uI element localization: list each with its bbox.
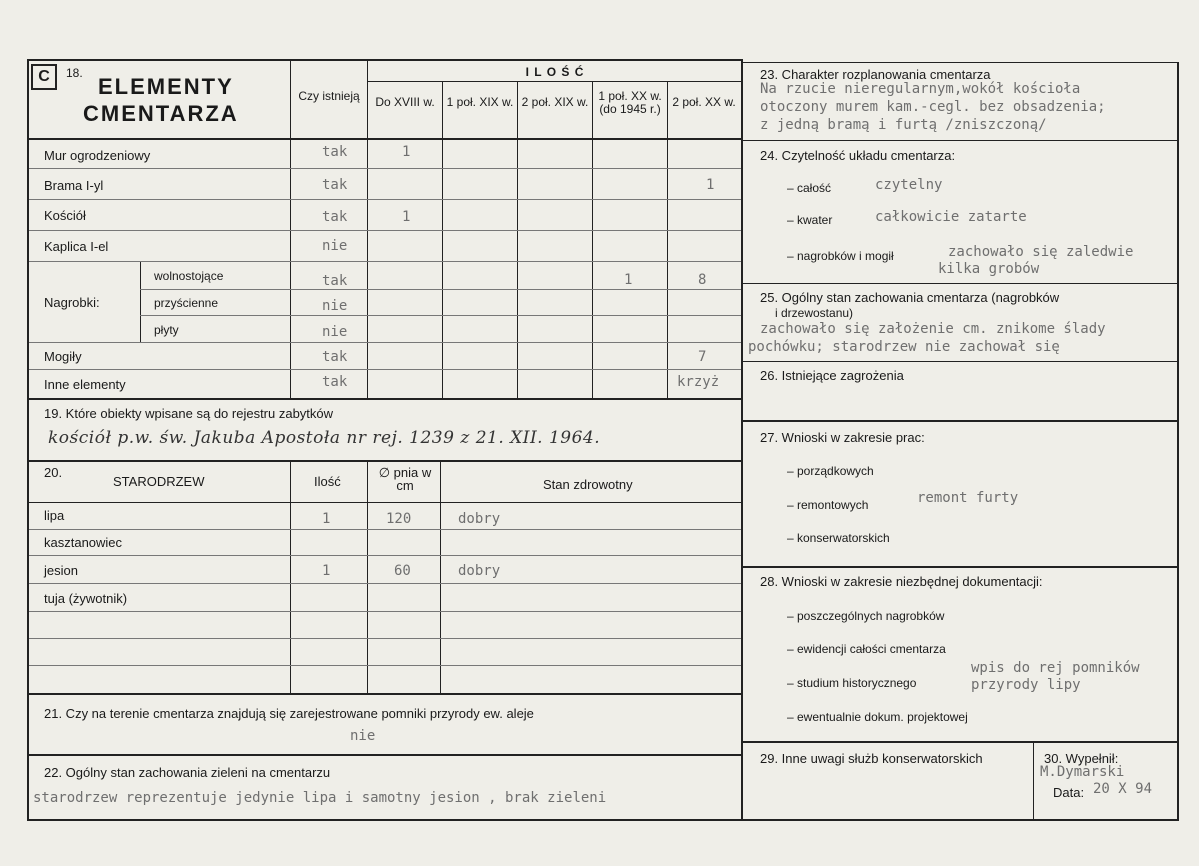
period-header: 2 poł. XIX w. [521, 95, 589, 109]
tree-health: dobry [458, 563, 501, 579]
tree-health: dobry [458, 511, 501, 527]
tree-species: jesion [44, 563, 78, 578]
s26-label: 26. Istniejące zagrożenia [760, 368, 904, 383]
row-label: Mogiły [44, 349, 82, 364]
grid-line [29, 583, 741, 584]
grid-line [29, 369, 741, 370]
quantity-value: 8 [698, 272, 707, 288]
tree-species: lipa [44, 508, 65, 523]
period-header: 1 poł. XX w. (do 1945 r.) [598, 89, 662, 116]
s20-col-qty: Ilość [314, 474, 341, 489]
grid-line [29, 611, 741, 612]
s21-label: 21. Czy na terenie cmentarza znajdują się zarejestrowane pomniki przyrody ew. aleje [44, 706, 534, 721]
s20-number: 20. [44, 465, 63, 480]
s27-label: 27. Wnioski w zakresie prac: [760, 430, 925, 445]
exists-value: tak [322, 349, 348, 365]
s25-value: pochówku; starodrzew nie zachował się [748, 339, 1060, 355]
s24-graves-value: kilka grobów [938, 261, 1040, 277]
grid-line [743, 420, 1179, 422]
frame-line [1177, 62, 1179, 821]
s27-cleanup: – porządkowych [787, 464, 874, 478]
frame-line [27, 59, 743, 61]
row-label: Brama I-yl [44, 178, 104, 193]
exists-value: nie [322, 238, 348, 254]
s25-label: i drzewostanu) [775, 306, 854, 320]
grid-line [517, 81, 518, 398]
grid-line [29, 199, 741, 200]
s22-value: starodrzew reprezentuje jedynie lipa i samotny jesion , brak zieleni [33, 790, 607, 806]
grid-line [367, 462, 368, 694]
exists-value: tak [322, 177, 348, 193]
row-label: płyty [154, 323, 179, 337]
period-header: 1 poł. XIX w. [446, 95, 514, 109]
exists-value: tak [322, 374, 348, 390]
s30-date: 20 X 94 [1093, 781, 1153, 797]
s28-item: – ewentualnie dokum. projektowej [787, 710, 968, 724]
grid-line [29, 230, 741, 231]
col-quantity-header: I L O Ś Ć [525, 65, 585, 79]
exists-value: nie [322, 298, 348, 314]
grid-line [29, 529, 741, 530]
tree-species: tuja (żywotnik) [44, 591, 128, 606]
tree-species: kasztanowiec [44, 535, 123, 550]
tree-diam: 60 [394, 563, 411, 579]
s28-item: – studium historycznego [787, 676, 917, 690]
grid-line [29, 754, 741, 756]
grid-line [743, 283, 1179, 284]
grid-line [29, 502, 741, 503]
exists-value: tak [322, 273, 348, 289]
grid-line [1033, 743, 1034, 820]
grid-line [442, 81, 443, 398]
s30-name: M.Dymarski [1040, 764, 1125, 780]
title-line2: CMENTARZA [83, 101, 239, 126]
s24-label: 24. Czytelność układu cmentarza: [760, 148, 956, 163]
s24-graves-value: zachowało się zaledwie [948, 244, 1134, 260]
s27-repair: – remontowych [787, 498, 869, 512]
s24-quarters-value: całkowicie zatarte [875, 209, 1027, 225]
frame-line [741, 59, 743, 821]
s30-label: 30. Wypełnił: [1044, 751, 1119, 766]
grid-line [743, 566, 1179, 568]
row-label: wolnostojące [154, 269, 224, 283]
s20-title: STARODRZEW [113, 474, 205, 489]
frame-line [743, 819, 1179, 821]
grid-line [29, 693, 741, 695]
s23-label: 23. Charakter rozplanowania cmentarza [760, 67, 991, 82]
exists-value: tak [322, 144, 348, 160]
s21-value: nie [350, 728, 376, 744]
s19-value: kościół p.w. św. Jakuba Apostoła nr rej. 1239 z 21. XII. 1964. [48, 428, 601, 448]
s28-study-value: przyrody lipy [971, 677, 1081, 693]
s27-conservation: – konserwatorskich [787, 531, 890, 545]
s23-line: otoczony murem kam.-cegl. bez obsadzenia; [760, 99, 1106, 115]
period-header: 2 poł. XX w. [672, 95, 736, 109]
s24-graves-label: – nagrobków i mogił [787, 249, 894, 263]
quantity-value: 1 [624, 272, 633, 288]
s20-col-health: Stan zdrowotny [543, 477, 633, 492]
row-label: przyścienne [154, 296, 219, 310]
grid-line [440, 462, 441, 694]
grid-line [29, 638, 741, 639]
quantity-value: 7 [698, 349, 707, 365]
grid-line [290, 462, 291, 694]
row-label: Inne elementy [44, 377, 126, 392]
grid-line [140, 262, 141, 342]
grid-line [29, 138, 741, 140]
grid-line [592, 81, 593, 398]
s28-label: 28. Wnioski w zakresie niezbędnej dokumentacji: [760, 574, 1043, 589]
section-number: 18. [66, 66, 83, 80]
grid-line [29, 460, 741, 462]
col-exists-header: Czy istnieją [298, 89, 360, 103]
s24-whole-value: czytelny [875, 177, 943, 193]
grid-line [743, 140, 1179, 141]
grid-line [367, 81, 741, 82]
s23-line: z jedną bramą i furtą /zniszczoną/ [760, 117, 1047, 133]
grid-line [743, 741, 1179, 743]
s28-item: – poszczególnych nagrobków [787, 609, 945, 623]
grid-line [743, 361, 1179, 362]
s28-study-value: wpis do rej pomników [971, 660, 1140, 676]
section-letter-box: C [31, 64, 57, 90]
quantity-value: 1 [402, 209, 411, 225]
s22-label: 22. Ogólny stan zachowania zieleni na cmentarzu [44, 765, 331, 780]
s28-item: – ewidencji całości cmentarza [787, 642, 946, 656]
grid-line [29, 261, 741, 262]
s23-line: Na rzucie nieregularnym,wokół kościoła [760, 81, 1081, 97]
quantity-value: 1 [706, 177, 715, 193]
s25-label: 25. Ogólny stan zachowania cmentarza (nagrobków [760, 290, 1060, 305]
s27-repair-value: remont furty [917, 490, 1019, 506]
grid-line [667, 81, 668, 398]
grid-line [140, 315, 741, 316]
grid-line [29, 555, 741, 556]
frame-line [27, 819, 743, 821]
grid-line [29, 398, 741, 400]
frame-line [743, 62, 1179, 63]
row-label: Mur ogrodzeniowy [44, 148, 151, 163]
tree-qty: 1 [322, 511, 331, 527]
grid-line [140, 289, 741, 290]
s20-col-diam: ∅ pnia w cm [378, 465, 432, 493]
s24-quarters-label: – kwater [787, 213, 833, 227]
frame-line [27, 59, 29, 821]
tree-diam: 120 [386, 511, 412, 527]
tree-qty: 1 [322, 563, 331, 579]
exists-value: nie [322, 324, 348, 340]
s19-label: 19. Które obiekty wpisane są do rejestru zabytków [44, 406, 334, 421]
quantity-value: krzyż [677, 374, 720, 390]
s29-label: 29. Inne uwagi służb konserwatorskich [760, 751, 983, 766]
s24-whole-label: – całość [787, 181, 832, 195]
graves-label: Nagrobki: [44, 295, 100, 310]
quantity-value: 1 [402, 144, 411, 160]
grid-line [29, 665, 741, 666]
s25-value: zachowało się założenie cm. znikome ślady [760, 321, 1106, 337]
title-line1: ELEMENTY [98, 74, 234, 99]
period-header: Do XVIII w. [375, 95, 435, 109]
row-label: Kościół [44, 208, 86, 223]
grid-line [29, 168, 741, 169]
grid-line [29, 342, 741, 343]
exists-value: tak [322, 209, 348, 225]
row-label: Kaplica I-el [44, 239, 109, 254]
s30-date-label: Data: [1053, 785, 1085, 800]
